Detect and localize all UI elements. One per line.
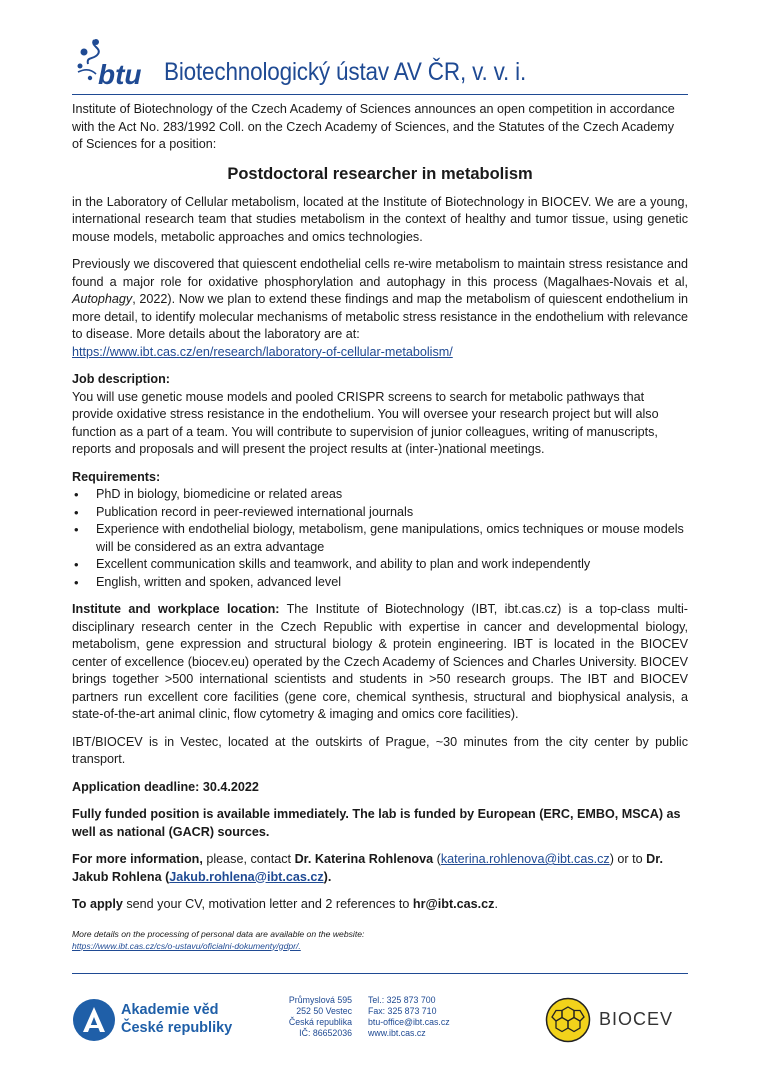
apply-end: . bbox=[494, 897, 498, 911]
list-item: • PhD in biology, biomedicine or related areas bbox=[72, 486, 688, 504]
contact-open-paren-2: ( bbox=[161, 869, 170, 884]
contact-text: please, contact bbox=[202, 852, 295, 866]
position-title: Postdoctoral researcher in metabolism bbox=[227, 164, 533, 183]
contact-mid-text: ) or to bbox=[609, 852, 647, 866]
btu-logo-icon bbox=[72, 34, 164, 92]
lab-website-link[interactable]: https://www.ibt.cas.cz/en/research/laboratory-of-cellular-metabolism/ bbox=[72, 344, 453, 359]
letterhead bbox=[72, 30, 688, 94]
academy-logo-icon bbox=[72, 998, 116, 1042]
apply-email: hr@ibt.cas.cz bbox=[412, 897, 495, 911]
contact-name-2: Dr. Jakub Rohlena bbox=[72, 852, 663, 884]
footer-divider bbox=[72, 973, 688, 974]
institute-name: Biotechnologický ústav AV ČR, v. v. i. bbox=[164, 58, 527, 86]
journal-name: Autophagy bbox=[72, 292, 133, 306]
job-description-label: Job description: bbox=[72, 372, 170, 386]
location-label: Institute and workplace location: bbox=[72, 602, 280, 616]
header-divider bbox=[72, 94, 688, 95]
requirements-label: Requirements: bbox=[72, 469, 161, 484]
contact-line: btu-office@ibt.cas.cz bbox=[368, 1017, 450, 1027]
address-line: 252 50 Vestec bbox=[296, 1006, 352, 1016]
funding-paragraph: Fully funded position is available immediately. The lab is funded by European (ERC, EMBO, MSCA) as well as national (GACR) sources. bbox=[72, 807, 681, 839]
contact-lead: For more information, bbox=[72, 852, 203, 866]
contact-paragraph bbox=[72, 851, 688, 886]
footer-contacts bbox=[368, 995, 450, 1039]
contact-close: ). bbox=[323, 869, 332, 884]
list-item: • Excellent communication skills and teamwork, and ability to plan and work independently bbox=[72, 556, 688, 574]
contact-line: www.ibt.cas.cz bbox=[368, 1028, 426, 1038]
location-text: The Institute of Biotechnology (IBT, ibt.cas.cz) is a top-class multi-disciplinary research center in the Czech Republic with expertise in cancer and developmental biology, metabolism, gene expression and structural biology & protein engineering. IBT is located in the BIOCEV center of excellence (biocev.eu) operated by the Czech Academy of Sciences and Charles University. BIOCEV brings together >500 international scientists and students in >50 research groups. The IBT and BIOCEV partners run excellent core facilities (gene core, chemical synthesis, structural and biophysical analysis, a state-of-the-art animal clinic, flow cytometry & imaging and omics core facilities). bbox=[72, 602, 688, 721]
location-paragraph bbox=[72, 601, 688, 724]
research-text-a: Previously we discovered that quiescent endothelial cells re-wire metabolism to maintain stress resistance and found a major role for oxidative phosphorylation and autophagy in this process (Magalhaes-Novais et al, bbox=[72, 257, 688, 289]
biocev-name: BIOCEV bbox=[599, 1009, 674, 1029]
privacy-link[interactable]: https://www.ibt.cas.cz/cs/o-ustavu/oficialni-dokumenty/gdpr/. bbox=[72, 940, 301, 951]
research-paragraph bbox=[72, 256, 688, 361]
btu-logo-text: btu bbox=[98, 59, 142, 90]
contact-open-paren: ( bbox=[433, 852, 441, 866]
job-description-text: You will use genetic mouse models and pooled CRISPR screens to search for metabolic pathways that provide oxidative stress resistance in the endothelium. You will oversee your research project but will also function as a part of a team. You will contribute to supervision of junior colleagues, writing of manuscripts, reports and proposals and will present the project results at (inter-)national meetings. bbox=[72, 389, 659, 456]
contact-email-1[interactable]: katerina.rohlenova@ibt.cas.cz bbox=[440, 852, 610, 866]
address-line: Průmyslová 595 bbox=[288, 995, 352, 1005]
contact-line: Tel.: 325 873 700 bbox=[368, 995, 436, 1005]
address-line: Česká republika bbox=[288, 1017, 352, 1027]
vestec-paragraph: IBT/BIOCEV is in Vestec, located at the outskirts of Prague, ~30 minutes from the city center by public transport. bbox=[72, 734, 688, 766]
list-item: • Experience with endothelial biology, metabolism, gene manipulations, omics techniques or mouse models will be considered as an extra advantage bbox=[72, 521, 688, 556]
job-description-section bbox=[72, 371, 688, 459]
intro-paragraph: Institute of Biotechnology of the Czech Academy of Sciences announces an open competition in accordance with the Act No. 283/1992 Coll. on the Czech Academy of Sciences, and the Statutes of the Czech Academy of Sciences for a position: bbox=[72, 102, 675, 151]
contact-email-2[interactable]: Jakub.rohlena@ibt.cas.cz bbox=[169, 869, 324, 884]
list-item: • Publication record in peer-reviewed international journals bbox=[72, 504, 688, 522]
address-line: IČ: 86652036 bbox=[299, 1028, 352, 1038]
research-text-b: , 2022). Now we plan to extend these findings and map the metabolism of quiescent endothelium in more detail, to identify molecular mechanisms of metabolic stress resistance in the endothelium with relevance to disease. More details about the laboratory are at: bbox=[72, 292, 688, 341]
main-content bbox=[72, 101, 688, 952]
privacy-note bbox=[72, 928, 688, 952]
apply-lead: To apply bbox=[72, 897, 123, 911]
academy-name-line-1: Akademie věd bbox=[121, 1002, 219, 1018]
contact-name-1: Dr. Katerina Rohlenova bbox=[294, 852, 434, 866]
privacy-text: More details on the processing of personal data are available on the website: bbox=[72, 928, 365, 939]
contact-line: Fax: 325 873 710 bbox=[368, 1006, 437, 1016]
academy-name-line-2: České republiky bbox=[121, 1020, 233, 1036]
requirements-section bbox=[72, 469, 688, 592]
biocev-logo-icon bbox=[545, 997, 591, 1043]
apply-paragraph bbox=[72, 896, 688, 914]
application-deadline: Application deadline: 30.4.2022 bbox=[72, 779, 259, 794]
footer-address bbox=[272, 995, 352, 1039]
lab-paragraph: in the Laboratory of Cellular metabolism, located at the Institute of Biotechnology in BIOCEV. We are a young, international research team that studies metabolism in the context of healthy and tumor tissue, using genetic mouse models, metabolic approaches and omics technologies. bbox=[72, 194, 688, 244]
apply-text: send your CV, motivation letter and 2 references to bbox=[122, 897, 413, 911]
requirements-list bbox=[72, 486, 688, 591]
list-item: • English, written and spoken, advanced level bbox=[72, 574, 688, 592]
academy-name bbox=[121, 1001, 232, 1037]
